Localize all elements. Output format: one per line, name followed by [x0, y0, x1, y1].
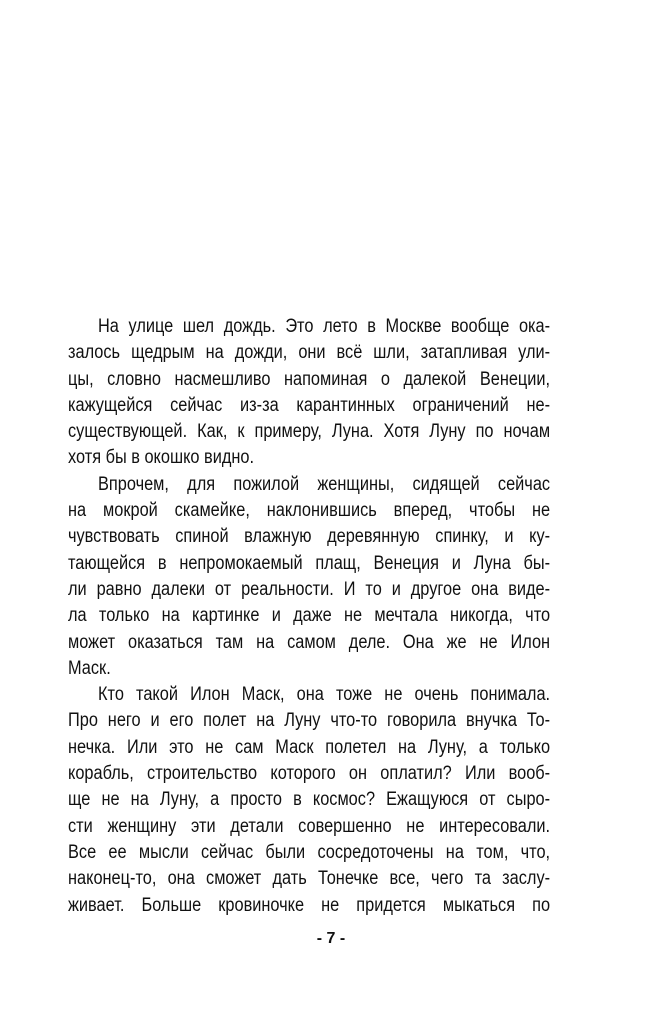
text-line-content: корабль, строительство которого он оплатил? Или вооб- [68, 763, 551, 785]
text-line [68, 656, 550, 682]
body-text [68, 314, 550, 919]
text-line-content: ли равно далеки от реальности. И то и другое она виде- [68, 578, 551, 600]
text-line [68, 340, 550, 366]
text-line-content: сти женщину эти детали совершенно не интересовали. [68, 815, 551, 837]
text-line-content: существующей. Как, к примеру, Луна. Хотя Луну по ночам [68, 421, 551, 443]
text-line [68, 682, 550, 708]
text-line [68, 445, 550, 471]
text-line-content: Впрочем, для пожилой женщины, сидящей сейчас [98, 473, 551, 495]
page-number: - 7 - [316, 930, 346, 947]
text-line-content: может оказаться там на самом деле. Она же не Илон [68, 631, 551, 653]
text-line-content: Все ее мысли сейчас были сосредоточены на том, что, [68, 841, 551, 863]
text-line [68, 524, 550, 550]
text-line [68, 814, 550, 840]
text-line [68, 708, 550, 734]
text-line [68, 367, 550, 393]
text-line [68, 498, 550, 524]
text-line-content: Кто такой Илон Маск, она тоже не очень понимала. [98, 684, 551, 706]
text-line [68, 577, 550, 603]
text-line [68, 393, 550, 419]
text-line [68, 314, 550, 340]
text-line [68, 866, 550, 892]
text-line [68, 603, 550, 629]
text-line-content: на мокрой скамейке, наклонившись вперед, чтобы не [68, 500, 551, 522]
text-line-content: ще не на Луну, а просто в космос? Ежащуюся от сыро- [68, 789, 551, 811]
text-line-content: ла только на картинке и даже не мечтала никогда, что [68, 605, 551, 627]
text-line-content: На улице шел дождь. Это лето в Москве вообще ока- [98, 316, 551, 337]
text-line [68, 472, 550, 498]
text-line [68, 735, 550, 761]
text-line [68, 551, 550, 577]
text-line-content: чувствовать спиной влажную деревянную спинку, и ку- [68, 526, 551, 548]
text-line-content: хотя бы в окошко видно. [68, 447, 255, 469]
text-line-content: залось щедрым на дожди, они всё шли, затапливая ули- [68, 342, 551, 364]
text-line-content: живает. Больше кровиночке не придется мыкаться по [68, 894, 551, 916]
text-line-content: Маск. [68, 657, 111, 679]
text-line-content: наконец-то, она сможет дать Тонечке все, чего та заслу- [68, 868, 551, 890]
text-line-content: кажущейся сейчас из-за карантинных ограничений не- [68, 394, 551, 416]
text-line-content: нечка. Или это не сам Маск полетел на Луну, а только [68, 736, 551, 758]
text-line-content: цы, словно насмешливо напоминая о далекой Венеции, [68, 368, 551, 390]
text-line-content: тающейся в непромокаемый плащ, Венеция и Луна бы- [68, 552, 551, 574]
text-line [68, 893, 550, 919]
text-line-content: Про него и его полет на Луну что-то говорила внучка То- [68, 710, 551, 732]
text-line [68, 630, 550, 656]
text-line [68, 761, 550, 787]
text-line [68, 840, 550, 866]
text-line [68, 419, 550, 445]
text-line [68, 787, 550, 813]
